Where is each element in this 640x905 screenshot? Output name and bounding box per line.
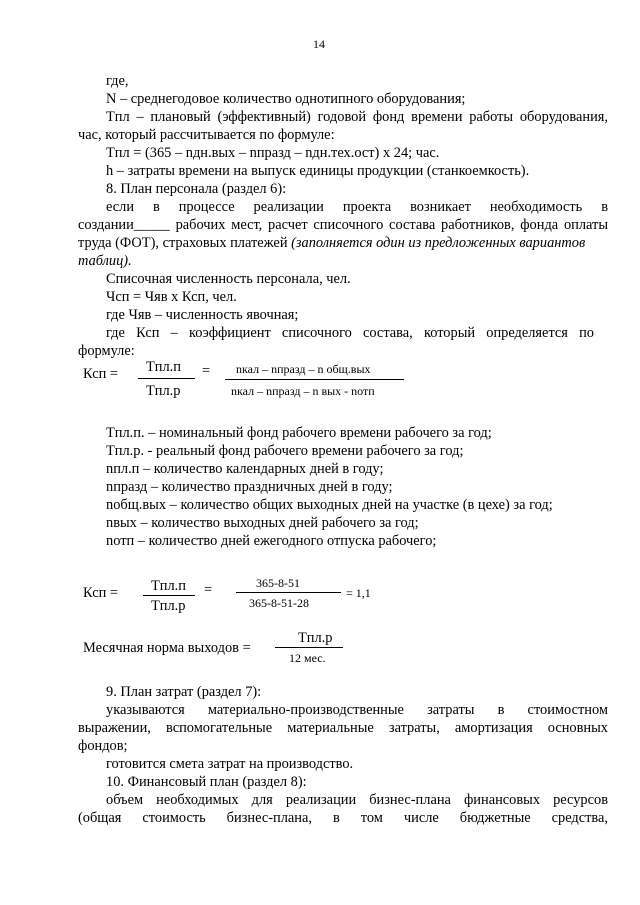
text-line: если в процессе реализации проекта возникает необходимость в	[106, 199, 608, 215]
text-line: указываются материально-производственные затраты в стоимостном	[106, 702, 608, 718]
formula3-denominator: 12 мес.	[289, 651, 326, 665]
page-number: 14	[313, 37, 325, 51]
formula1-denominator: Tпл.р	[146, 383, 181, 399]
formula1-numerator: Tпл.п	[146, 359, 181, 375]
text-line: где Ксп – коэффициент списочного состава, который определяется по	[106, 325, 594, 341]
definition-line: nвых – количество выходных дней рабочего за год;	[106, 515, 419, 531]
formula1-lhs: Ксп =	[83, 366, 119, 382]
text-italic: (заполняется один из предложенных вариантов	[291, 235, 586, 251]
formula1-numerator2: nкал – nпразд – n общ.вых	[236, 362, 371, 376]
formula2-numerator2: 365-8-51	[256, 576, 300, 590]
text-line: Tпл = (365 – nдн.вых – nпразд – nдн.тех.ост) х 24; час.	[106, 145, 440, 161]
formula1-denominator2: nкал – nпразд – n вых - nотп	[231, 384, 375, 398]
fraction-bar	[143, 595, 195, 596]
fraction-bar	[275, 647, 343, 648]
definition-line: nобщ.вых – количество общих выходных дней на участке (в цехе) за год;	[106, 497, 553, 513]
definition-line: nпразд – количество праздничных дней в году;	[106, 479, 393, 495]
text-line: таблиц).	[78, 253, 132, 269]
formula2-denominator: Tпл.р	[151, 598, 186, 614]
text-line: N – среднегодовое количество однотипного оборудования;	[106, 91, 466, 107]
definition-line: Tпл.р. - реальный фонд рабочего времени рабочего за год;	[106, 443, 464, 459]
fraction-bar	[236, 592, 341, 593]
text-line	[78, 235, 608, 251]
fraction-bar	[225, 379, 404, 380]
section-heading: 10. Финансовый план (раздел 8):	[106, 774, 307, 790]
formula3-numerator: Tпл.р	[298, 630, 333, 646]
text-line: где Чяв – численность явочная;	[106, 307, 299, 323]
text-line: выражении, вспомогательные материальные затраты, амортизация основных	[78, 720, 608, 736]
text-line: (общая стоимость бизнес-плана, в том числе бюджетные средства,	[78, 810, 608, 826]
text-line: час, который рассчитывается по формуле:	[78, 127, 335, 143]
text-line: Списочная численность персонала, чел.	[106, 271, 351, 287]
section-heading: 8. План персонала (раздел 6):	[106, 181, 287, 197]
text-line: объем необходимых для реализации бизнес-плана финансовых ресурсов	[106, 792, 608, 808]
text-line: готовится смета затрат на производство.	[106, 756, 354, 772]
formula3-lhs: Месячная норма выходов =	[83, 640, 251, 656]
text-line: фондов;	[78, 738, 128, 754]
formula1-equals: =	[202, 363, 211, 379]
formula2-equals: =	[204, 582, 213, 598]
definition-line: nпл.п – количество календарных дней в году;	[106, 461, 384, 477]
text-line: создании_____ рабочих мест, расчет списочного состава работников, фонда оплаты	[78, 217, 608, 233]
section-heading: 9. План затрат (раздел 7):	[106, 684, 262, 700]
formula2-result: = 1,1	[346, 586, 371, 600]
definition-line: nотп – количество дней ежегодного отпуска рабочего;	[106, 533, 437, 549]
definition-line: Tпл.п. – номинальный фонд рабочего времени рабочего за год;	[106, 425, 492, 441]
text-line: Tпл – плановый (эффективный) годовой фонд времени работы оборудования,	[106, 109, 608, 125]
text-line: формуле:	[78, 343, 135, 359]
text-line: h – затраты времени на выпуск единицы продукции (станкоемкость).	[106, 163, 530, 179]
fraction-bar	[138, 378, 195, 379]
formula2-lhs: Ксп =	[83, 585, 119, 601]
text-line: где,	[106, 73, 129, 89]
text-normal: труда (ФОТ), страховых платежей	[78, 235, 292, 251]
text-line: Чсп = Чяв х Ксп, чел.	[106, 289, 237, 305]
formula2-numerator: Tпл.п	[151, 578, 186, 594]
formula2-denominator2: 365-8-51-28	[249, 596, 309, 610]
